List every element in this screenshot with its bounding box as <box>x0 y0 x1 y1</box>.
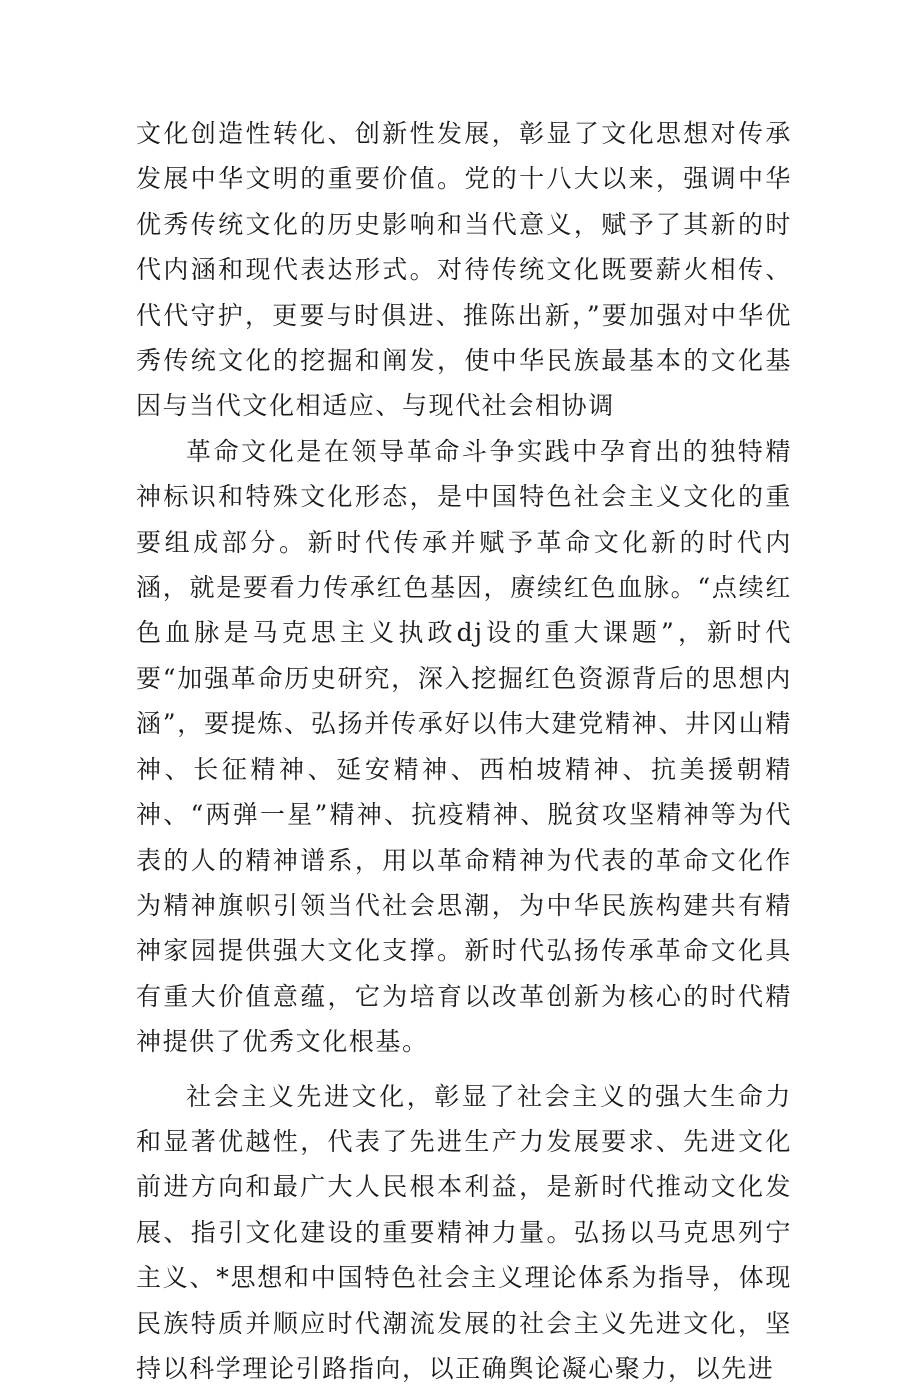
paragraph-traditional-culture: 文化创造性转化、创新性发展，彰显了文化思想对传承发展中华文明的重要价值。党的十八大以来，强调中华优秀传统文化的历史影响和当代意义，赋予了其新的时代内涵和现代表达形式。对待传统文化既要薪火相传、代代守护，更要与时俱进、推陈出新，”要加强对中华优秀传统文化的挖掘和阐发，使中华民族最基本的文化基因与当代文化相适应、与现代社会相协调 <box>136 119 792 421</box>
document-body <box>136 111 792 1391</box>
paragraph-revolutionary-culture: 革命文化是在领导革命斗争实践中孕育出的独特精神标识和特殊文化形态，是中国特色社会主义文化的重要组成部分。新时代传承并赋予革命文化新的时代内涵，就是要看力传承红色基因，赓续红色血脉。“点续红色血脉是马克思主义执政dj设的重大课题”，新时代要“加强革命历史研究，深入挖掘红色资源背后的思想内涵”，要提炼、弘扬并传承好以伟大建党精神、井冈山精神、长征精神、延安精神、西柏坡精神、抗美援朝精神、“两弹一星”精神、抗疫精神、脱贫攻坚精神等为代表的人的精神谱系，用以革命精神为代表的革命文化作为精神旗帜引领当代社会思潮，为中华民族构建共有精神家园提供强大文化支撑。新时代弘扬传承革命文化具有重大价值意蕴，它为培育以改革创新为核心的时代精神提供了优秀文化根基。 <box>136 436 792 1057</box>
paragraph-socialist-advanced-culture: 社会主义先进文化，彰显了社会主义的强大生命力和显著优越性，代表了先进生产力发展要求、先进文化前进方向和最广大人民根本利益，是新时代推动文化发展、指引文化建设的重要精神力量。弘扬以马克思列宁主义、*思想和中国特色社会主义理论体系为指导，体现民族特质并顺应时代潮流发展的社会主义先进文化，坚持以科学理论引路指向，以正确舆论凝心聚力，以先进 <box>136 1081 792 1383</box>
